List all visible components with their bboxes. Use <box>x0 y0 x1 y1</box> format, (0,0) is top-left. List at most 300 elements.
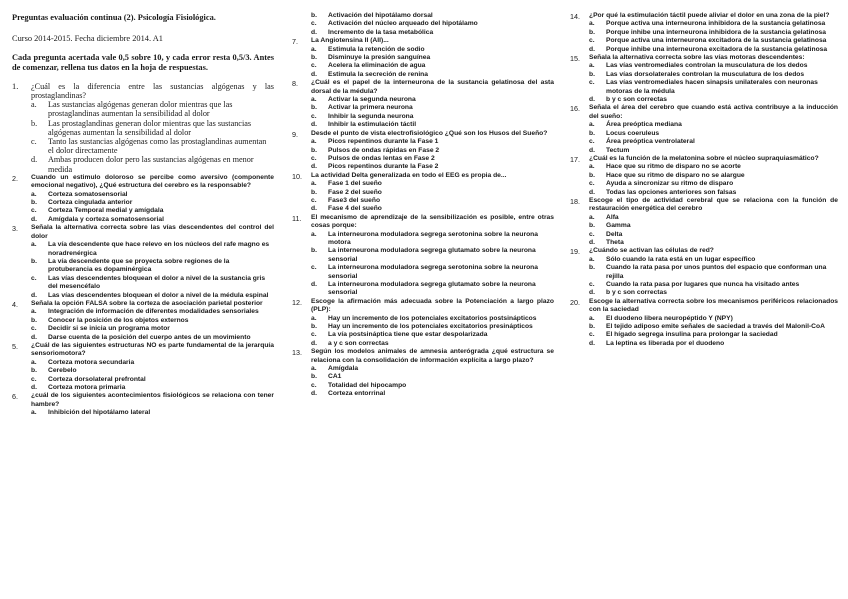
option-letter: c. <box>589 79 595 87</box>
option-text: Picos repentinos durante la Fase 1 <box>328 138 439 146</box>
option-letter: b. <box>311 323 317 331</box>
answer-option <box>311 104 554 112</box>
answer-option <box>31 119 274 137</box>
option-list <box>31 191 274 225</box>
column-2 <box>292 12 554 399</box>
option-letter: b. <box>589 323 595 331</box>
answer-option <box>589 121 838 129</box>
option-letter: b. <box>311 104 317 112</box>
option-text: Locus coeruleus <box>606 129 660 137</box>
option-list <box>589 62 838 104</box>
question <box>570 12 838 54</box>
question-number: 3. <box>12 224 18 234</box>
option-list <box>589 214 838 248</box>
option-letter: b. <box>31 316 37 324</box>
option-letter: c. <box>589 37 595 45</box>
question <box>292 172 554 214</box>
option-letter: b. <box>31 118 38 128</box>
question <box>12 224 274 300</box>
answer-option <box>589 96 838 104</box>
option-letter: d. <box>589 96 595 104</box>
question <box>12 174 274 224</box>
question-list <box>292 12 554 399</box>
answer-option <box>589 172 838 180</box>
answer-option <box>31 191 274 199</box>
option-letter: d. <box>311 339 317 347</box>
option-list <box>31 359 274 393</box>
answer-option <box>311 390 554 398</box>
option-text: b y c son correctas <box>606 96 667 104</box>
question <box>292 298 554 348</box>
option-letter: a. <box>31 409 37 417</box>
option-text: La vía descendente que hace relevo en los núcleos del rafe magno es noradrenérgica <box>48 241 270 257</box>
question <box>570 104 838 154</box>
option-text: Porque inhibe una interneurona excitadora de la sustancia gelatinosa <box>606 45 828 53</box>
option-text: a y c son correctas <box>328 339 389 347</box>
column-3 <box>570 12 838 348</box>
answer-option <box>311 264 554 281</box>
option-letter: c. <box>31 207 37 215</box>
question <box>292 12 554 37</box>
option-text: Las vías dorsolaterales controlan la musculatura de los dedos <box>606 70 805 78</box>
option-list <box>311 315 554 349</box>
answer-option <box>311 71 554 79</box>
answer-option <box>589 20 838 28</box>
option-letter: b. <box>589 264 595 272</box>
option-text: Las prostaglandinas generan dolor mientras que las sustancias algógenas aumentan la sensibilidad al dolor <box>48 118 252 137</box>
answer-option <box>589 214 838 222</box>
question <box>292 37 554 79</box>
question-number: 2. <box>12 173 18 183</box>
answer-option <box>311 29 554 37</box>
answer-option <box>311 163 554 171</box>
question-list <box>12 82 274 418</box>
option-letter: a. <box>31 241 37 249</box>
option-letter: a. <box>311 230 317 238</box>
course-line: Curso 2014-2015. Fecha diciembre 2014. A1 <box>12 34 163 43</box>
answer-option <box>31 359 274 367</box>
option-text: Ayuda a sincronizar su ritmo de disparo <box>606 180 734 188</box>
option-text: Theta <box>606 238 624 246</box>
answer-option <box>311 180 554 188</box>
answer-option <box>31 216 274 224</box>
question-number: 7. <box>292 37 298 47</box>
option-list <box>311 46 554 80</box>
option-letter: b. <box>31 257 37 265</box>
answer-option <box>311 189 554 197</box>
option-text: Conocer la posición de los objetos externos <box>48 316 189 324</box>
option-list <box>589 163 838 197</box>
option-letter: d. <box>589 238 595 246</box>
option-text: El duodeno libera neuropéptido Y (NPY) <box>606 314 733 322</box>
answer-option <box>589 180 838 188</box>
option-letter: b. <box>589 28 595 36</box>
option-text: Integración de información de diferentes modalidades sensoriales <box>48 308 259 316</box>
answer-option <box>589 37 838 45</box>
option-letter: c. <box>31 137 37 147</box>
option-text: Cuando la rata pasa por lugares que nunca ha visitado antes <box>606 281 800 288</box>
answer-option <box>31 367 274 375</box>
question-text: Señala el área del cerebro que cuando está activa contribuye a la inducción del sueño: <box>589 104 838 120</box>
answer-option <box>311 331 554 339</box>
option-text: Sólo cuando la rata está en un lugar específico <box>606 255 756 263</box>
option-letter: d. <box>589 188 595 196</box>
option-letter: d. <box>31 291 37 299</box>
option-text: Corteza Temporal medial y amígdala <box>48 207 164 215</box>
option-letter: c. <box>311 112 317 120</box>
option-list <box>31 308 274 342</box>
option-text: Las sustancias algógenas generan dolor mientras que las prostaglandinas aumentan la sensibilidad al dolor <box>48 100 233 119</box>
option-letter: d. <box>311 390 317 398</box>
option-text: Ambas producen dolor pero las sustancias algógenas en menor medida <box>48 155 254 174</box>
option-list <box>589 315 838 349</box>
question-number: 15. <box>570 54 580 64</box>
option-letter: c. <box>589 230 595 238</box>
answer-option <box>311 247 554 264</box>
answer-option <box>311 231 554 248</box>
option-list <box>589 121 838 155</box>
answer-option <box>589 130 838 138</box>
question <box>570 197 838 247</box>
option-text: Cuando la rata pasa por unos puntos del espacio que conforman una rejilla <box>606 264 827 280</box>
option-letter: b. <box>589 70 595 78</box>
option-list <box>31 409 274 417</box>
option-text: Corteza somatosensorial <box>48 190 128 198</box>
page-title: Preguntas evaluación continua (2). Psicología Fisiológica. <box>12 13 216 22</box>
question-text: Desde el punto de vista electrofisiológico ¿Qué son los Husos del Sueño? <box>311 129 548 137</box>
option-text: Tanto las sustancias algógenas como las prostaglandinas aumentan el dolor directamente <box>48 137 267 156</box>
question-text: ¿Por qué la estimulación táctil puede aliviar el dolor en una zona de la piel? <box>589 12 830 19</box>
option-letter: a. <box>589 213 595 221</box>
question-number: 16. <box>570 104 580 114</box>
option-letter: a. <box>589 62 595 70</box>
answer-option <box>311 96 554 104</box>
answer-option <box>31 409 274 417</box>
question-text: Señala la alternativa correcta sobre las vías descendentes del control del dolor <box>31 224 274 240</box>
question <box>570 54 838 104</box>
answer-option <box>311 382 554 390</box>
option-text: Área preóptica ventrolateral <box>606 138 695 146</box>
option-letter: c. <box>31 274 37 282</box>
answer-option <box>31 241 274 258</box>
answer-option <box>589 138 838 146</box>
option-letter: a. <box>311 45 317 53</box>
column-1 <box>12 12 274 418</box>
option-letter: c. <box>311 264 317 272</box>
answer-option <box>311 281 554 298</box>
option-text: Totalidad del hipocampo <box>328 381 407 389</box>
option-letter: c. <box>31 375 37 383</box>
option-text: Activación del hipotálamo dorsal <box>328 12 433 19</box>
question-number: 6. <box>12 392 18 402</box>
option-text: Fase 2 del sueño <box>328 188 382 196</box>
option-letter: a. <box>311 314 317 322</box>
option-text: Porque activa una interneurona excitadora de la sustancia gelatinosa <box>606 37 827 45</box>
question-list <box>570 12 838 348</box>
option-text: Todas las opciones anteriores son falsas <box>606 188 737 196</box>
option-letter: c. <box>311 154 317 162</box>
answer-option <box>311 20 554 28</box>
question-text: La actividad Delta generalizada en todo el EEG es propia de... <box>311 171 507 179</box>
option-letter: b. <box>311 188 317 196</box>
option-letter: c. <box>311 196 317 204</box>
question-text: ¿Cuál es la función de la melatonina sobre el núcleo supraquiasmático? <box>589 154 819 162</box>
option-letter: b. <box>589 222 595 230</box>
option-letter: c. <box>311 331 317 339</box>
option-letter: c. <box>589 180 595 188</box>
answer-option <box>311 62 554 70</box>
option-text: Disminuye la presión sanguínea <box>328 54 431 62</box>
option-text: Inhibir la segunda neurona <box>328 112 414 120</box>
answer-option <box>311 121 554 129</box>
option-letter: c. <box>311 62 317 70</box>
question-number: 12. <box>292 297 302 307</box>
option-letter: a. <box>31 100 37 110</box>
option-text: Amígdala y corteza somatosensorial <box>48 215 164 223</box>
option-letter: a. <box>31 308 37 316</box>
option-letter: a. <box>589 314 595 322</box>
question-number: 10. <box>292 171 302 181</box>
option-letter: c. <box>589 281 595 288</box>
option-letter: a. <box>311 180 317 188</box>
answer-option <box>311 340 554 348</box>
question-text: Escoge la alternativa correcta sobre los mecanismos periféricos relacionados con la saciedad <box>589 297 838 314</box>
question <box>570 298 838 348</box>
option-text: Activar la segunda neurona <box>328 96 416 104</box>
answer-option <box>311 54 554 62</box>
question-text: La Angiotensina II (AII)... <box>311 37 389 45</box>
option-letter: b. <box>311 12 317 19</box>
option-letter: c. <box>311 381 317 389</box>
answer-option <box>31 258 274 275</box>
option-text: Estimula la secreción de renina <box>328 70 428 78</box>
option-text: La vía postsináptica tiene que estar despolarizada <box>328 331 488 339</box>
option-text: Las vías ventromediales hacen sinapsis unilaterales con neuronas motoras de la médula <box>606 79 818 95</box>
question <box>292 79 554 129</box>
answer-option <box>311 155 554 163</box>
answer-option <box>589 289 838 297</box>
answer-option <box>589 231 838 239</box>
option-text: El tejido adiposo emite señales de saciedad a través del Malonil-CoA <box>606 323 825 331</box>
question-text: ¿Cuándo se activan las células de red? <box>589 247 714 255</box>
option-letter: a. <box>31 190 37 198</box>
option-text: Pulsos de ondas rápidas en Fase 2 <box>328 146 440 154</box>
answer-option <box>31 292 274 300</box>
answer-option <box>311 373 554 381</box>
answer-option <box>31 275 274 292</box>
option-letter: b. <box>311 146 317 154</box>
option-letter: a. <box>589 163 595 171</box>
answer-option <box>589 256 838 264</box>
question <box>292 130 554 172</box>
option-text: Fase 1 del sueño <box>328 180 382 188</box>
option-letter: d. <box>311 163 317 171</box>
option-text: Las vías descendentes bloquean el dolor a nivel de la sustancia gris del mesencéfalo <box>48 274 266 291</box>
option-text: Cerebelo <box>48 367 77 375</box>
option-list <box>311 180 554 214</box>
option-text: Gamma <box>606 222 631 230</box>
option-text: Decidir si se inicia un programa motor <box>48 325 170 333</box>
answer-option <box>31 207 274 215</box>
question <box>12 342 274 392</box>
answer-option <box>311 12 554 20</box>
option-list <box>311 138 554 172</box>
option-text: Delta <box>606 230 623 238</box>
option-letter: d. <box>31 333 37 341</box>
option-text: Hace que su ritmo de disparo no se acorte <box>606 163 741 171</box>
option-text: Amígdala <box>328 365 359 373</box>
option-text: Incremento de la tasa metabólica <box>328 28 434 36</box>
question-text: Señala la alternativa correcta sobre las vías motoras descendentes: <box>589 54 805 62</box>
option-text: Pulsos de ondas lentas en Fase 2 <box>328 154 435 162</box>
question-number: 17. <box>570 154 580 164</box>
question-number: 8. <box>292 79 298 89</box>
option-letter: d. <box>31 155 38 165</box>
answer-option <box>589 239 838 247</box>
answer-option <box>589 315 838 323</box>
option-letter: c. <box>311 20 317 28</box>
question <box>12 300 274 342</box>
question <box>12 82 274 174</box>
answer-option <box>311 138 554 146</box>
question-text: ¿Cuál es el papel de la interneurona de la sustancia gelatinosa del asta dorsal de la médula? <box>311 79 554 95</box>
option-text: Las vías descendentes bloquean el dolor a nivel de la médula espinal <box>48 291 269 299</box>
answer-option <box>589 331 838 339</box>
option-text: La interneurona moduladora segrega serotonina sobre la neurona motora <box>328 230 538 246</box>
question-number: 4. <box>12 299 18 309</box>
option-list <box>311 365 554 399</box>
option-text: Alfa <box>606 213 619 221</box>
option-text: Corteza motora secundaria <box>48 358 135 366</box>
option-list <box>311 96 554 130</box>
option-text: CA1 <box>328 373 342 381</box>
option-list <box>311 231 554 298</box>
option-text: Corteza entorrinal <box>328 390 386 398</box>
option-letter: d. <box>31 384 37 391</box>
option-text: Inhibir la estimulación táctil <box>328 121 417 129</box>
question-number: 20. <box>570 297 580 307</box>
option-letter: d. <box>31 215 37 223</box>
option-text: Corteza cingulada anterior <box>48 199 133 207</box>
question-number: 14. <box>570 12 580 21</box>
option-letter: b. <box>311 247 317 255</box>
question-text: ¿Cuál es la diferencia entre las sustancias algógenas y las prostaglandinas? <box>31 81 274 101</box>
answer-option <box>31 325 274 333</box>
option-letter: d. <box>589 289 595 297</box>
question-text: El mecanismo de aprendizaje de la sensibilización es posible, entre otras cosas porque: <box>311 213 554 230</box>
option-letter: c. <box>31 325 37 333</box>
answer-option <box>311 205 554 213</box>
question-number: 5. <box>12 341 18 351</box>
option-text: Porque inhibe una interneurona inhibidora de la sustancia gelatinosa <box>606 28 826 36</box>
question-number: 1. <box>12 81 19 91</box>
option-list <box>589 256 838 298</box>
answer-option <box>589 71 838 79</box>
question <box>570 247 838 297</box>
option-text: Activación del núcleo arqueado del hipotálamo <box>328 20 478 28</box>
option-letter: b. <box>589 171 595 179</box>
question <box>570 155 838 197</box>
question-number: 18. <box>570 196 580 206</box>
question-number: 11. <box>292 213 302 223</box>
option-letter: d. <box>311 121 317 129</box>
answer-option <box>31 308 274 316</box>
option-text: El hígado segrega insulina para prolongar la saciedad <box>606 331 778 339</box>
option-letter: d. <box>589 45 595 53</box>
answer-option <box>31 334 274 342</box>
option-letter: a. <box>311 96 317 104</box>
answer-option <box>31 317 274 325</box>
answer-option <box>589 340 838 348</box>
question-text: Escoge el tipo de actividad cerebral que se relaciona con la función de restauración energética del cerebro <box>589 196 838 213</box>
option-letter: d. <box>311 70 317 78</box>
option-letter: d. <box>589 146 595 154</box>
option-letter: a. <box>589 121 595 129</box>
answer-option <box>589 264 838 281</box>
answer-option <box>589 189 838 197</box>
option-text: Inhibición del hipotálamo lateral <box>48 409 151 417</box>
option-text: Fase 4 del sueño <box>328 205 382 213</box>
option-text: La leptina es liberada por el duodeno <box>606 339 725 347</box>
answer-option <box>311 365 554 373</box>
question-text: Señala la opción FALSA sobre la corteza de asociación parietal posterior <box>31 299 263 307</box>
answer-option <box>311 147 554 155</box>
option-text: Hay un incremento de los potenciales excitatorios postsinápticos <box>328 314 537 322</box>
option-text: b y c son correctas <box>606 289 667 297</box>
answer-option <box>589 281 838 289</box>
instructions: Cada pregunta acertada vale 0,5 sobre 10, y cada error resta 0,5/3. Antes de comenzar, rellena tus datos en la hoja de respuestas. <box>12 53 274 73</box>
question <box>292 348 554 398</box>
answer-option <box>311 113 554 121</box>
option-letter: b. <box>311 373 317 381</box>
option-text: La interneurona moduladora segrega glutamato sobre la neurona sensorial <box>328 281 536 297</box>
option-letter: a. <box>31 358 37 366</box>
option-list <box>31 241 274 300</box>
answer-option <box>31 155 274 173</box>
option-text: La interneurona moduladora segrega glutamato sobre la neurona sensorial <box>328 247 536 263</box>
answer-option <box>589 46 838 54</box>
question-number: 9. <box>292 129 298 139</box>
option-text: Picos repentinos durante la Fase 2 <box>328 163 439 171</box>
answer-option <box>31 199 274 207</box>
option-list <box>311 12 554 37</box>
question-text: Cuando un estimulo doloroso se percibe como aversivo (componente emocional negativo), ¿Qué estructura del cerebro es la responsable? <box>31 173 274 190</box>
answer-option <box>589 29 838 37</box>
option-text: Darse cuenta de la posición del cuerpo antes de un movimiento <box>48 333 251 341</box>
option-text: Hay un incremento de los potenciales excitatorios presinápticos <box>328 323 533 331</box>
question-text: ¿Cuál de las siguientes estructuras NO es parte fundamental de la jerarquía sensoriomotora? <box>31 341 274 358</box>
answer-option <box>589 323 838 331</box>
option-text: Tectum <box>606 146 630 154</box>
option-list <box>589 20 838 54</box>
question-text: ¿cuál de los siguientes acontecimientos fisiológicos se relaciona con tener hambre? <box>31 392 274 408</box>
answer-option <box>311 323 554 331</box>
answer-option <box>589 62 838 70</box>
answer-option <box>589 147 838 155</box>
option-text: Acelera la eliminación de agua <box>328 62 426 70</box>
question-number: 19. <box>570 247 580 257</box>
answer-option <box>31 376 274 384</box>
option-text: Fase3 del sueño <box>328 196 381 204</box>
answer-option <box>31 137 274 155</box>
option-letter: a. <box>589 255 595 263</box>
question <box>12 392 274 417</box>
option-letter: b. <box>311 54 317 62</box>
option-text: Corteza motora primaria <box>48 384 126 391</box>
option-text: Corteza dorsolateral prefrontal <box>48 375 146 383</box>
option-list <box>31 100 274 174</box>
answer-option <box>589 79 838 96</box>
